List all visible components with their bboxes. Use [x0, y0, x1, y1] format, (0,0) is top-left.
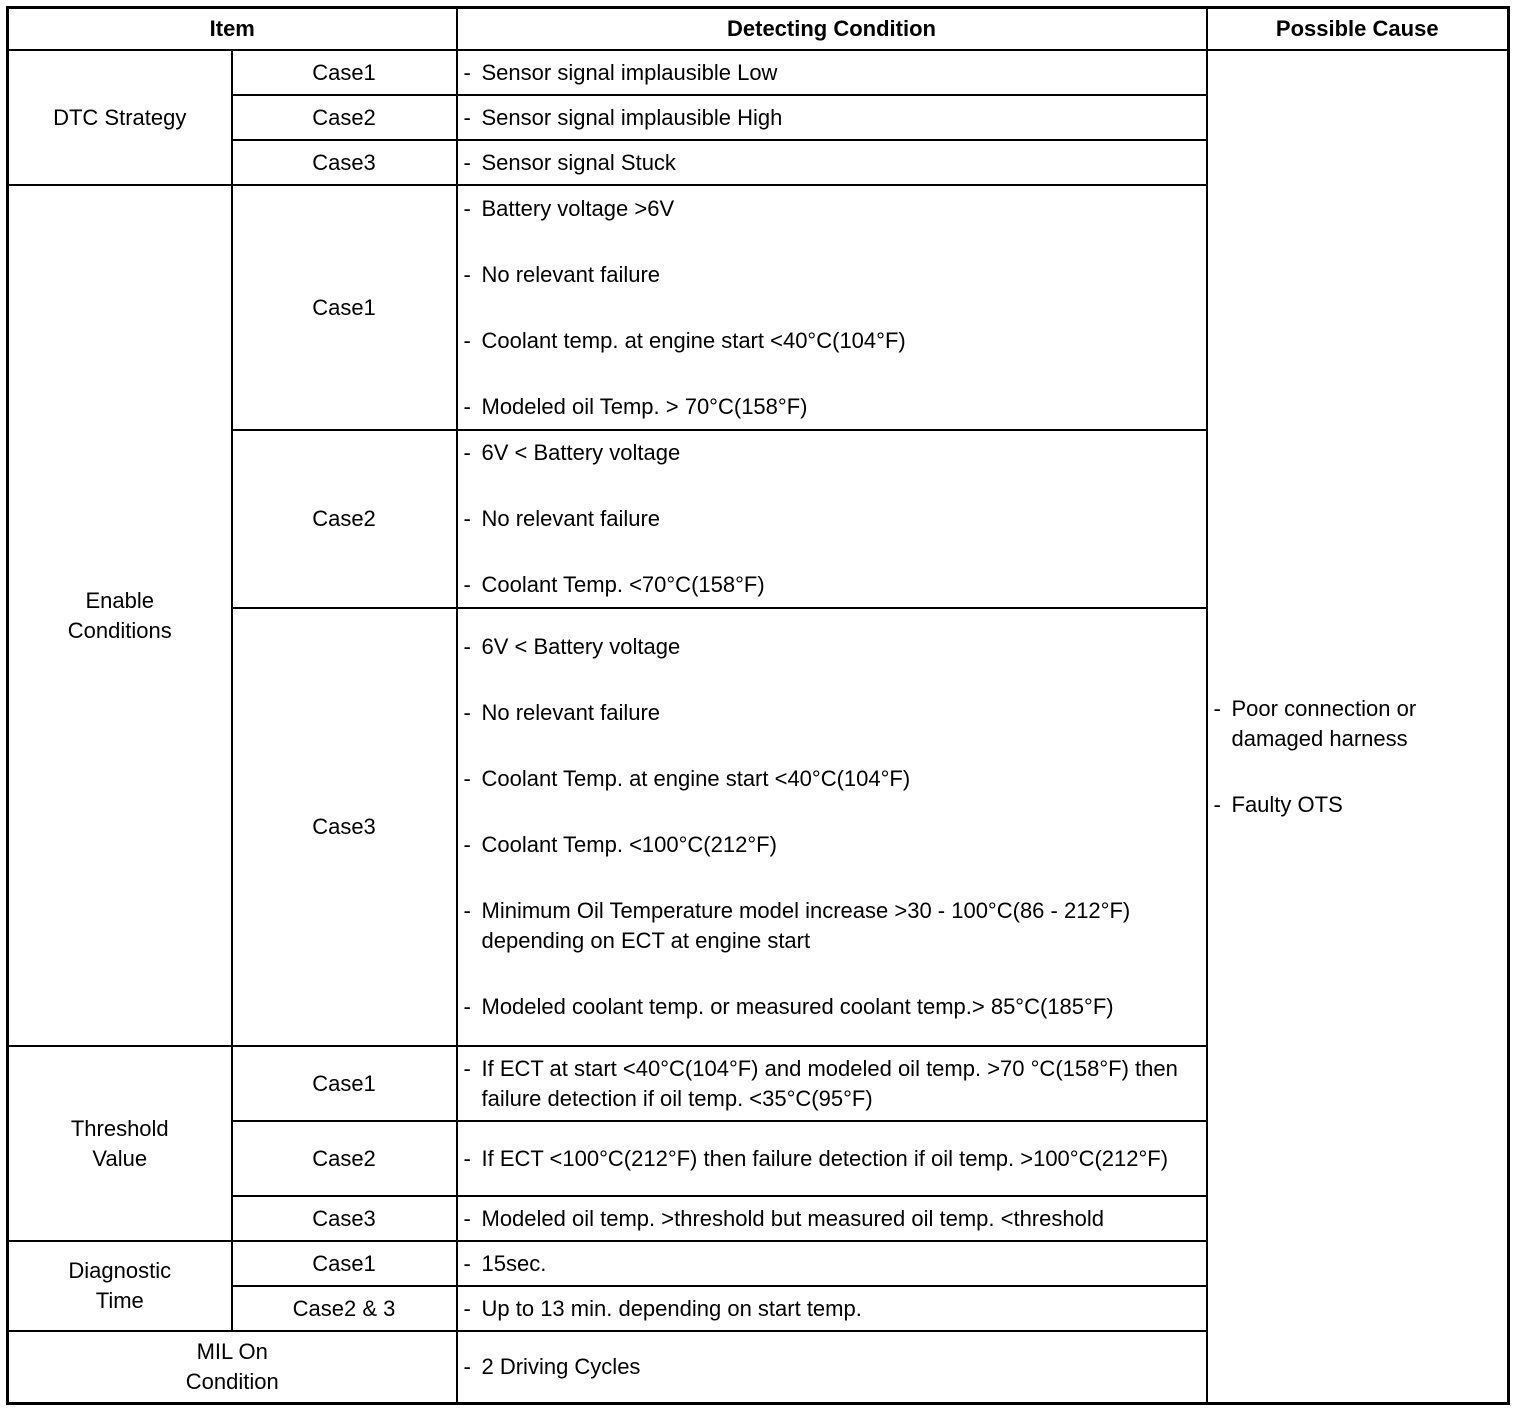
case-label: Case3 [232, 140, 457, 185]
header-possible-cause: Possible Cause [1207, 8, 1509, 51]
condition-text: - 15sec. [464, 1249, 1200, 1279]
case-label: Case1 [232, 1046, 457, 1121]
condition-cell [457, 140, 1207, 185]
case-label: Case1 [232, 1241, 457, 1286]
condition-item: - Modeled coolant temp. or measured coolant temp.> 85°C(185°F) [464, 992, 1200, 1022]
table-row [8, 50, 1509, 95]
condition-cell [457, 95, 1207, 140]
condition-item: - Modeled oil Temp. > 70°C(158°F) [464, 392, 1200, 422]
condition-text: - Sensor signal implausible Low [464, 58, 1200, 88]
mil-on-condition-label: MIL On Condition [8, 1331, 457, 1403]
diagnostic-table-container [6, 6, 1510, 1405]
case-label: Case1 [232, 50, 457, 95]
condition-cell [457, 1241, 1207, 1286]
possible-cause-cell [1207, 50, 1509, 1403]
condition-item: - Coolant Temp. <70°C(158°F) [464, 570, 1200, 600]
cause-item: - Poor connection or damaged harness [1214, 694, 1502, 754]
cause-item: - Faulty OTS [1214, 790, 1502, 820]
case-label: Case2 & 3 [232, 1286, 457, 1331]
condition-item: - Coolant Temp. at engine start <40°C(104°F) [464, 764, 1200, 794]
header-detecting-condition: Detecting Condition [457, 8, 1207, 51]
dtc-strategy-label: DTC Strategy [8, 50, 232, 185]
condition-item: - No relevant failure [464, 504, 1200, 534]
case-label: Case2 [232, 1121, 457, 1196]
header-item: Item [8, 8, 457, 51]
condition-item: - Coolant temp. at engine start <40°C(104°F) [464, 326, 1200, 356]
condition-item: - Coolant Temp. <100°C(212°F) [464, 830, 1200, 860]
condition-cell [457, 430, 1207, 608]
case-label: Case2 [232, 95, 457, 140]
condition-cell [457, 1286, 1207, 1331]
condition-text: - If ECT at start <40°C(104°F) and modeled oil temp. >70 °C(158°F) then failure detection if oil temp. <35°C(95°F) [464, 1054, 1200, 1114]
dtc-detail-table [6, 6, 1510, 1405]
condition-item: - Battery voltage >6V [464, 194, 1200, 224]
condition-item: - No relevant failure [464, 698, 1200, 728]
condition-text: - Sensor signal Stuck [464, 148, 1200, 178]
condition-item: - 6V < Battery voltage [464, 632, 1200, 662]
condition-text: - 2 Driving Cycles [464, 1352, 1200, 1382]
condition-text: - If ECT <100°C(212°F) then failure detection if oil temp. >100°C(212°F) [464, 1144, 1200, 1174]
condition-cell [457, 1121, 1207, 1196]
diagnostic-time-label: Diagnostic Time [8, 1241, 232, 1331]
case-label: Case3 [232, 608, 457, 1046]
condition-cell [457, 185, 1207, 430]
header-row [8, 8, 1509, 51]
condition-cell [457, 1196, 1207, 1241]
condition-text: - Modeled oil temp. >threshold but measured oil temp. <threshold [464, 1204, 1200, 1234]
condition-item: - Minimum Oil Temperature model increase >30 - 100°C(86 - 212°F) depending on ECT at engine start [464, 896, 1200, 956]
threshold-value-label: Threshold Value [8, 1046, 232, 1241]
condition-cell [457, 50, 1207, 95]
condition-item: - No relevant failure [464, 260, 1200, 290]
enable-conditions-label: Enable Conditions [8, 185, 232, 1046]
condition-cell [457, 1046, 1207, 1121]
condition-item: - 6V < Battery voltage [464, 438, 1200, 468]
condition-cell [457, 608, 1207, 1046]
condition-text: - Up to 13 min. depending on start temp. [464, 1294, 1200, 1324]
case-label: Case2 [232, 430, 457, 608]
case-label: Case1 [232, 185, 457, 430]
condition-text: - Sensor signal implausible High [464, 103, 1200, 133]
condition-cell [457, 1331, 1207, 1403]
case-label: Case3 [232, 1196, 457, 1241]
